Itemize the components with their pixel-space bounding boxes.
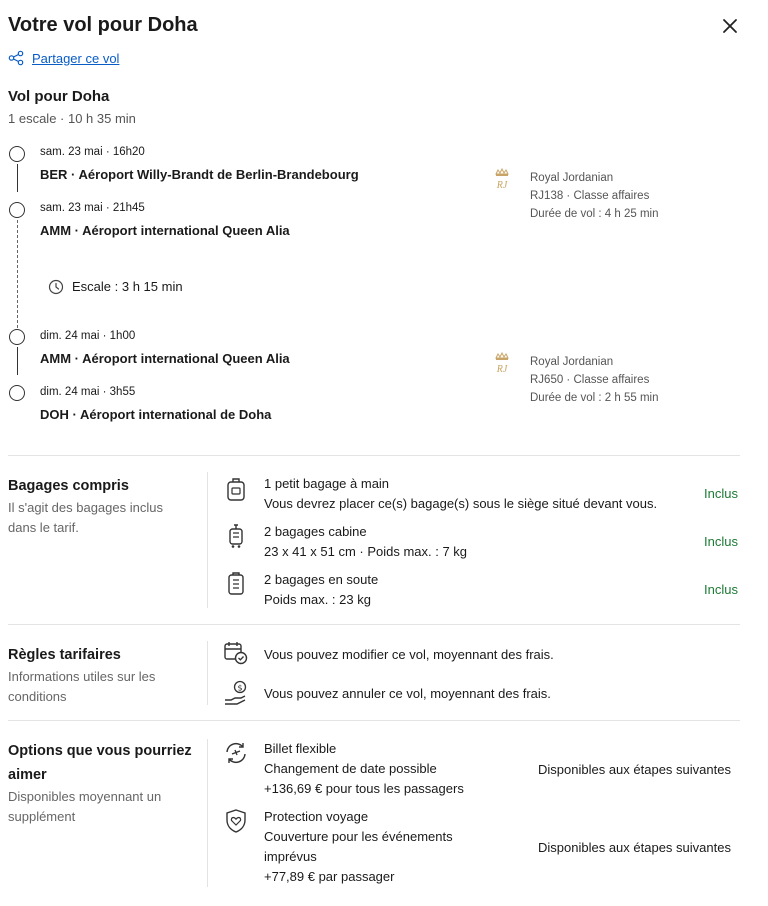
timeline-dot: [9, 202, 25, 218]
airline-name: Royal Jordanian: [530, 356, 614, 368]
fare-rule-cancel: Vous pouvez annuler ce vol, moyennant des frais.: [264, 686, 551, 701]
arrival-airport: AMM · Aéroport international Queen Alia: [40, 223, 290, 238]
departure-time: sam. 23 mai · 16h20: [40, 146, 145, 158]
included-badge: Inclus: [704, 486, 738, 501]
option-price: +77,89 € par passager: [264, 869, 395, 884]
departure-airport: BER · Aéroport Willy-Brandt de Berlin-Brandebourg: [40, 167, 359, 182]
arrival-time: dim. 24 mai · 3h55: [40, 386, 136, 398]
departure-time: dim. 24 mai · 1h00: [40, 330, 136, 342]
fare-rules-title: Règles tarifaires: [8, 647, 121, 663]
handbag-icon: [225, 476, 247, 498]
share-flight-link[interactable]: [8, 50, 119, 66]
option-availability: Disponibles aux étapes suivantes: [538, 762, 731, 777]
departure-airport: AMM · Aéroport international Queen Alia: [40, 351, 290, 366]
timeline-line: [17, 164, 18, 192]
svg-text:RJ: RJ: [496, 364, 508, 375]
close-icon: [718, 14, 742, 38]
option-detail: Changement de date possible: [264, 761, 437, 776]
calendar-check-icon: [223, 640, 245, 662]
flight-summary: 1 escale · 10 h 35 min: [8, 111, 136, 126]
baggage-item-detail: 23 x 41 x 51 cm · Poids max. : 7 kg: [264, 544, 468, 559]
baggage-title: Bagages compris: [8, 478, 129, 494]
airline-name: Royal Jordanian: [530, 172, 614, 184]
options-subtitle: Disponibles moyennant un supplément: [8, 789, 162, 824]
section-divider: [8, 720, 740, 721]
flight-number-class: RJ650 · Classe affaires: [530, 374, 650, 386]
included-badge: Inclus: [704, 582, 738, 597]
royal-jordanian-logo-icon: [492, 168, 512, 192]
options-title: Options que vous pourriez aimer: [8, 743, 192, 783]
clock-icon: [48, 279, 64, 295]
baggage-item-detail: Vous devrez placer ce(s) bagage(s) sous le siège situé devant vous.: [264, 496, 658, 511]
refund-icon: [223, 680, 245, 702]
timeline-dot: [9, 329, 25, 345]
page-title: Votre vol pour Doha: [8, 14, 198, 36]
timeline-layover-line: [17, 220, 18, 328]
timeline-dot: [9, 385, 25, 401]
checked-bag-icon: [225, 571, 247, 593]
flight-duration: Durée de vol : 4 h 25 min: [530, 208, 659, 220]
close-button[interactable]: [718, 14, 742, 38]
arrival-time: sam. 23 mai · 21h45: [40, 202, 145, 214]
shield-heart-icon: [224, 808, 246, 830]
baggage-item-title: 2 bagages en soute: [264, 572, 379, 587]
baggage-subtitle: Il s'agit des bagages inclus dans le tarif.: [8, 500, 163, 535]
section-divider: [8, 455, 740, 456]
section-vertical-divider: [207, 641, 208, 705]
fare-rule-change: Vous pouvez modifier ce vol, moyennant des frais.: [264, 647, 554, 662]
flight-number-class: RJ138 · Classe affaires: [530, 190, 650, 202]
included-badge: Inclus: [704, 534, 738, 549]
option-detail: imprévus: [264, 849, 317, 864]
section-vertical-divider: [207, 472, 208, 608]
option-title: Protection voyage: [264, 809, 369, 824]
layover-duration: Escale : 3 h 15 min: [72, 279, 183, 294]
option-availability: Disponibles aux étapes suivantes: [538, 840, 731, 855]
option-detail: Couverture pour les événements: [264, 829, 453, 844]
flight-duration: Durée de vol : 2 h 55 min: [530, 392, 659, 404]
svg-text:RJ: RJ: [496, 180, 508, 191]
cabin-bag-icon: [225, 523, 247, 545]
option-price: +136,69 € pour tous les passagers: [264, 781, 464, 796]
share-link-label[interactable]: Partager ce vol: [32, 50, 120, 66]
option-title: Billet flexible: [264, 741, 337, 756]
layover-info: [48, 277, 183, 297]
timeline-line: [17, 347, 18, 375]
baggage-item-title: 2 bagages cabine: [264, 524, 367, 539]
royal-jordanian-logo-icon: [492, 352, 512, 376]
fare-rules-subtitle: Informations utiles sur les conditions: [8, 669, 156, 704]
flexible-ticket-icon: [223, 740, 245, 762]
section-vertical-divider: [207, 739, 208, 887]
baggage-item-detail: Poids max. : 23 kg: [264, 592, 371, 607]
share-icon: [8, 50, 24, 66]
timeline-dot: [9, 146, 25, 162]
arrival-airport: DOH · Aéroport international de Doha: [40, 407, 272, 422]
section-divider: [8, 624, 740, 625]
flight-title: Vol pour Doha: [8, 88, 110, 105]
baggage-item-title: 1 petit bagage à main: [264, 476, 390, 491]
svg-text:$: $: [237, 683, 243, 693]
